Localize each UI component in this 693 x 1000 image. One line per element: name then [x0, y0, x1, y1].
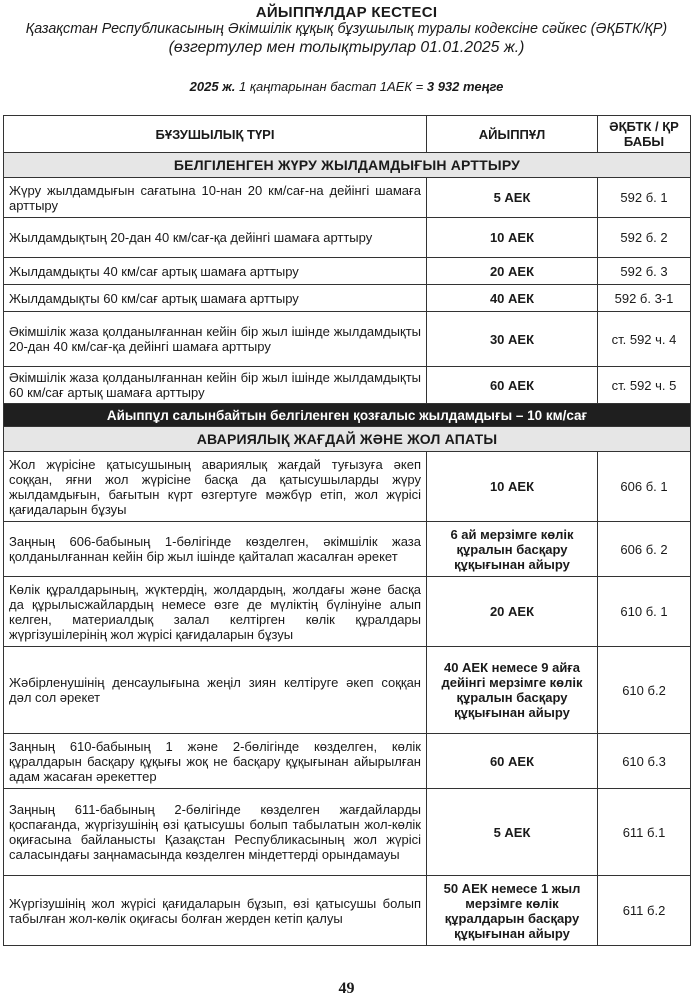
page-number: 49: [338, 980, 355, 997]
offense-cell: Көлік құралдарының, жүктердің, жолдардың, жолдағы және басқа да құрылысжайлардың немесе өзге де мүліктің бүлінуіне алып келген, материалдық залал келтірген көлік құралдары жүргізушілерінің жол жүрісі қағидаларын бұзуы: [4, 577, 427, 647]
fine-cell: 5 АЕК: [427, 789, 598, 876]
article-cell: 592 б. 2: [598, 218, 691, 258]
fine-cell: 20 АЕК: [427, 258, 598, 285]
article-cell: 611 б.2: [598, 876, 691, 946]
table-row: [4, 285, 691, 312]
section-title: АВАРИЯЛЫҚ ЖАҒДАЙ ЖӘНЕ ЖОЛ АПАТЫ: [4, 427, 691, 452]
article-cell: 592 б. 3: [598, 258, 691, 285]
table-row: [4, 452, 691, 522]
article-cell: ст. 592 ч. 5: [598, 367, 691, 404]
offense-cell: Әкімшілік жаза қолданылғаннан кейін бір жыл ішінде жылдамдықты 60 км/сағ артық шамаға арттыру: [4, 367, 427, 404]
fine-cell: 10 АЕК: [427, 218, 598, 258]
offense-cell: Жүргізушінің жол жүрісі қағидаларын бұзып, өзі қатысушы болып табылған жол-көлік оқиғасы болған жерден кетіп қалуы: [4, 876, 427, 946]
column-header-fine: АЙЫППҰЛ: [427, 116, 598, 153]
mci-rate-line: [0, 79, 693, 94]
table-row: [4, 876, 691, 946]
table-row: [4, 312, 691, 367]
fine-cell: 40 АЕК немесе 9 айға дейінгі мерзімге көлік құралын басқару құқығынан айыру: [427, 647, 598, 734]
table-row: [4, 367, 691, 404]
fine-cell: 10 АЕК: [427, 452, 598, 522]
offense-cell: Жылдамдықты 40 км/сағ артық шамаға арттыру: [4, 258, 427, 285]
tolerance-text: Айыппұл салынбайтын белгіленген қозғалыс жылдамдығы – 10 км/сағ: [4, 404, 691, 427]
fines-table: [3, 115, 691, 946]
rate-year: 2025 ж.: [189, 79, 236, 94]
article-cell: 610 б.2: [598, 647, 691, 734]
fine-cell: 30 АЕК: [427, 312, 598, 367]
tolerance-banner: [4, 404, 691, 427]
offense-cell: Заңның 611-бабының 2-бөлігінде көзделген жағдайларды қоспағанда, жүргізушінің өзі қатысушы болып табылатын жол-көлік оқиғасына байланысты Қазақстан Республикасының жол жүрісі саласындағы заңнамасында көзделген міндеттерді орындамауы: [4, 789, 427, 876]
table-row: [4, 178, 691, 218]
fine-cell: 50 АЕК немесе 1 жыл мерзімге көлік құралдарын басқару құқығынан айыру: [427, 876, 598, 946]
section-header-accident: [4, 427, 691, 452]
fine-cell: 60 АЕК: [427, 367, 598, 404]
fine-cell: 60 АЕК: [427, 734, 598, 789]
table-row: [4, 734, 691, 789]
article-cell: 610 б. 1: [598, 577, 691, 647]
offense-cell: Заңның 606-бабының 1-бөлігінде көзделген, әкімшілік жаза қолданылғаннан кейін бір жыл ішінде қайталап жасалған әрекет: [4, 522, 427, 577]
table-row: [4, 577, 691, 647]
article-cell: 606 б. 2: [598, 522, 691, 577]
table-row: [4, 789, 691, 876]
article-cell: 611 б.1: [598, 789, 691, 876]
fine-cell: 20 АЕК: [427, 577, 598, 647]
article-cell: 610 б.3: [598, 734, 691, 789]
article-cell: 606 б. 1: [598, 452, 691, 522]
amendments-note: (өзгертулер мен толықтырулар 01.01.2025 ж.): [168, 39, 525, 56]
table-header-row: [4, 116, 691, 153]
column-header-article: ӘҚБТК / ҚР БАБЫ: [598, 116, 691, 153]
offense-cell: Әкімшілік жаза қолданылғаннан кейін бір жыл ішінде жылдамдықты 20-дан 40 км/сағ-қа дейінгі шамаға арттыру: [4, 312, 427, 367]
table-row: [4, 522, 691, 577]
document-subtitle: Қазақстан Республикасының Әкімшілік құқық бұзушылық туралы кодексіне сәйкес (ӘҚБТК/ҚР): [25, 21, 668, 37]
document-title: АЙЫППҰЛДАР КЕСТЕСІ: [255, 4, 438, 21]
offense-cell: Жүру жылдамдығын сағатына 10-нан 20 км/сағ-на дейінгі шамаға арттыру: [4, 178, 427, 218]
article-cell: 592 б. 3-1: [598, 285, 691, 312]
offense-cell: Жылдамдықты 60 км/сағ артық шамаға арттыру: [4, 285, 427, 312]
column-header-offense: БҰЗУШЫЛЫҚ ТҮРІ: [4, 116, 427, 153]
fine-cell: 6 ай мерзімге көлік құралын басқару құқығынан айыру: [427, 522, 598, 577]
fine-cell: 5 АЕК: [427, 178, 598, 218]
fine-cell: 40 АЕК: [427, 285, 598, 312]
offense-cell: Жылдамдықтың 20-дан 40 км/сағ-қа дейінгі шамаға арттыру: [4, 218, 427, 258]
section-title: БЕЛГІЛЕНГЕН ЖҮРУ ЖЫЛДАМДЫҒЫН АРТТЫРУ: [4, 153, 691, 178]
rate-value: 3 932 теңге: [426, 79, 504, 94]
offense-cell: Заңның 610-бабының 1 және 2-бөлігінде көзделген, көлік құралдарын басқару құқығы жоқ не басқару құқығынан айырылған адам жасаған әрекеттер: [4, 734, 427, 789]
table-row: [4, 258, 691, 285]
section-header-speeding: [4, 153, 691, 178]
offense-cell: Жәбірленушінің денсаулығына жеңіл зиян келтіруге әкеп соққан дәл сол әрекет: [4, 647, 427, 734]
rate-text: 1 қаңтарынан бастап 1АЕК =: [235, 79, 427, 94]
article-cell: 592 б. 1: [598, 178, 691, 218]
table-row: [4, 218, 691, 258]
offense-cell: Жол жүрісіне қатысушының авариялық жағдай туғызуға әкеп соққан, яғни жол жүрісіне басқа да қатысушыларды жүру жылдамдығын, бағытын күрт өзгертуге мәжбүр етіп, жол жүрісі қағидаларын бұзуы: [4, 452, 427, 522]
article-cell: ст. 592 ч. 4: [598, 312, 691, 367]
table-row: [4, 647, 691, 734]
